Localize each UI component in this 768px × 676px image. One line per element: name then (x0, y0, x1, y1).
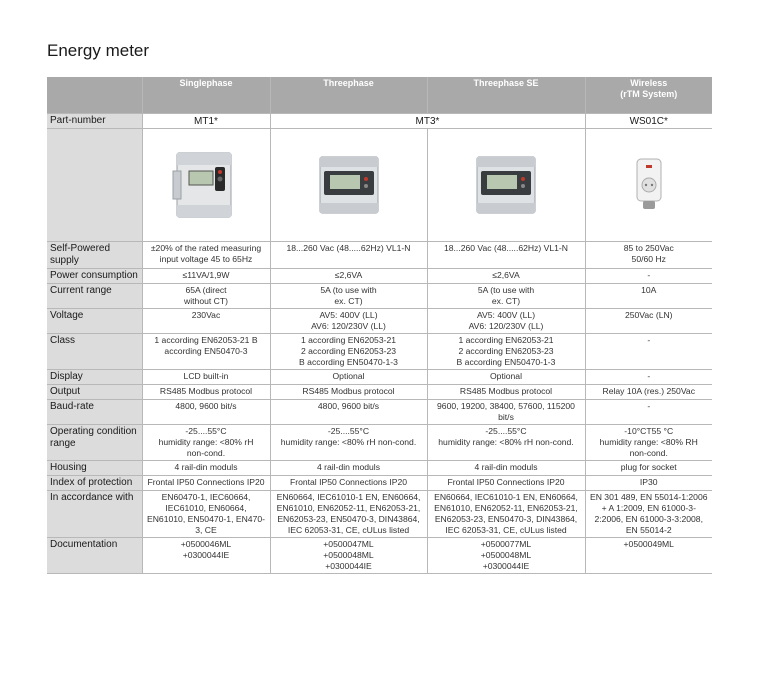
singlephase-meter-image (171, 149, 241, 221)
spec-cell: Optional (270, 370, 427, 385)
spec-cell: EN60664, IEC61010-1 EN, EN60664, EN61010, EN62052-11, EN62053-21, EN62053-23, EN50470-3, DIN43864, IEC 62053-31, CE, cULus listed (270, 491, 427, 538)
spec-cell: IP30 (585, 476, 712, 491)
spec-row (47, 538, 712, 574)
column-header: Threephase (270, 77, 427, 114)
spec-row (47, 242, 712, 269)
spec-row (47, 309, 712, 334)
row-label: Index of protection (47, 476, 142, 491)
spec-cell: 10A (585, 284, 712, 309)
spec-cell: Relay 10A (res.) 250Vac (585, 385, 712, 400)
row-label: Self-Powered supply (47, 242, 142, 269)
spec-cell: 4 rail-din moduls (142, 461, 270, 476)
spec-cell: +0500049ML (585, 538, 712, 574)
row-label: In accordance with (47, 491, 142, 538)
row-label: Class (47, 334, 142, 370)
row-label: Documentation (47, 538, 142, 574)
spec-cell: 1 according EN62053-21 2 according EN62053-23 B according EN50470-1-3 (270, 334, 427, 370)
spec-cell: -25....55°C humidity range: <80% rH non-cond. (142, 425, 270, 461)
spec-cell: ≤11VA/1,9W (142, 269, 270, 284)
spec-cell: 5A (to use with ex. CT) (427, 284, 585, 309)
spec-cell: - (585, 269, 712, 284)
spec-cell: 250Vac (LN) (585, 309, 712, 334)
header-row (47, 77, 712, 114)
spec-cell: -25....55°C humidity range: <80% rH non-cond. (427, 425, 585, 461)
image-row-label (47, 129, 142, 242)
page-title: Energy meter (47, 41, 150, 60)
spec-cell: Frontal IP50 Connections IP20 (427, 476, 585, 491)
spec-cell: 4800, 9600 bit/s (142, 400, 270, 425)
product-image-cell (142, 129, 270, 242)
spec-cell: 1 according EN62053-21 2 according EN62053-23 B according EN50470-1-3 (427, 334, 585, 370)
part-number-cell: MT3* (270, 114, 585, 129)
part-number-row (47, 114, 712, 129)
spec-cell: ≤2,6VA (270, 269, 427, 284)
column-header: Threephase SE (427, 77, 585, 114)
spec-cell: LCD built-in (142, 370, 270, 385)
spec-cell: RS485 Modbus protocol (427, 385, 585, 400)
spec-cell: - (585, 370, 712, 385)
header-corner (47, 77, 142, 114)
part-number-cell: WS01C* (585, 114, 712, 129)
spec-cell: RS485 Modbus protocol (142, 385, 270, 400)
spec-cell: ±20% of the rated measuring input voltage 45 to 65Hz (142, 242, 270, 269)
spec-cell: - (585, 400, 712, 425)
spec-cell: RS485 Modbus protocol (270, 385, 427, 400)
spec-cell: 5A (to use with ex. CT) (270, 284, 427, 309)
column-header: Wireless (rTM System) (585, 77, 712, 114)
spec-cell: Optional (427, 370, 585, 385)
spec-cell: plug for socket (585, 461, 712, 476)
spec-cell: - (585, 334, 712, 370)
spec-cell: +0500077ML +0500048ML +0300044IE (427, 538, 585, 574)
spec-cell: 9600, 19200, 38400, 57600, 115200 bit/s (427, 400, 585, 425)
spec-cell: 1 according EN62053-21 B according EN50470-3 (142, 334, 270, 370)
product-image-cell (585, 129, 712, 242)
wireless-plug-image (629, 153, 669, 217)
row-label: Display (47, 370, 142, 385)
spec-row (47, 334, 712, 370)
spec-table (47, 77, 712, 574)
row-label: Voltage (47, 309, 142, 334)
row-label: Part-number (47, 114, 142, 129)
product-image-cell (270, 129, 427, 242)
image-row (47, 129, 712, 242)
spec-cell: 85 to 250Vac 50/60 Hz (585, 242, 712, 269)
row-label: Operating condition range (47, 425, 142, 461)
spec-row (47, 370, 712, 385)
spec-cell: 18...260 Vac (48.....62Hz) VL1-N (427, 242, 585, 269)
spec-cell: Frontal IP50 Connections IP20 (270, 476, 427, 491)
spec-cell: ≤2,6VA (427, 269, 585, 284)
spec-row (47, 461, 712, 476)
row-label: Output (47, 385, 142, 400)
spec-row (47, 284, 712, 309)
spec-cell: EN 301 489, EN 55014-1:2006 + A 1:2009, EN 61000-3-2:2006, EN 61000-3-3:2008, EN 55014-2 (585, 491, 712, 538)
spec-row (47, 476, 712, 491)
spec-cell: 4 rail-din moduls (427, 461, 585, 476)
spec-cell: +0500047ML +0500048ML +0300044IE (270, 538, 427, 574)
spec-row (47, 269, 712, 284)
row-label: Baud-rate (47, 400, 142, 425)
spec-cell: +0500046ML +0300044IE (142, 538, 270, 574)
threephase-meter-image (316, 153, 382, 217)
spec-cell: 18...260 Vac (48.....62Hz) VL1-N (270, 242, 427, 269)
spec-cell: 230Vac (142, 309, 270, 334)
spec-cell: -10°CT55 °C humidity range: <80% RH non-cond. (585, 425, 712, 461)
spec-row (47, 385, 712, 400)
part-number-cell: MT1* (142, 114, 270, 129)
spec-cell: -25....55°C humidity range: <80% rH non-cond. (270, 425, 427, 461)
row-label: Power consumption (47, 269, 142, 284)
spec-row (47, 425, 712, 461)
spec-cell: AV5: 400V (LL) AV6: 120/230V (LL) (427, 309, 585, 334)
threephase-se-meter-image (473, 153, 539, 217)
spec-row (47, 491, 712, 538)
row-label: Current range (47, 284, 142, 309)
row-label: Housing (47, 461, 142, 476)
spec-cell: EN60470-1, IEC60664, IEC61010, EN60664, EN61010, EN50470-1, EN470-3, CE (142, 491, 270, 538)
spec-cell: 4 rail-din moduls (270, 461, 427, 476)
spec-cell: 4800, 9600 bit/s (270, 400, 427, 425)
spec-cell: AV5: 400V (LL) AV6: 120/230V (LL) (270, 309, 427, 334)
spec-cell: 65A (direct without CT) (142, 284, 270, 309)
spec-cell: EN60664, IEC61010-1 EN, EN60664, EN61010, EN62052-11, EN62053-21, EN62053-23, EN50470-3, DIN43864, IEC 62053-31, CE, cULus listed (427, 491, 585, 538)
spec-cell: Frontal IP50 Connections IP20 (142, 476, 270, 491)
column-header: Singlephase (142, 77, 270, 114)
product-image-cell (427, 129, 585, 242)
spec-row (47, 400, 712, 425)
